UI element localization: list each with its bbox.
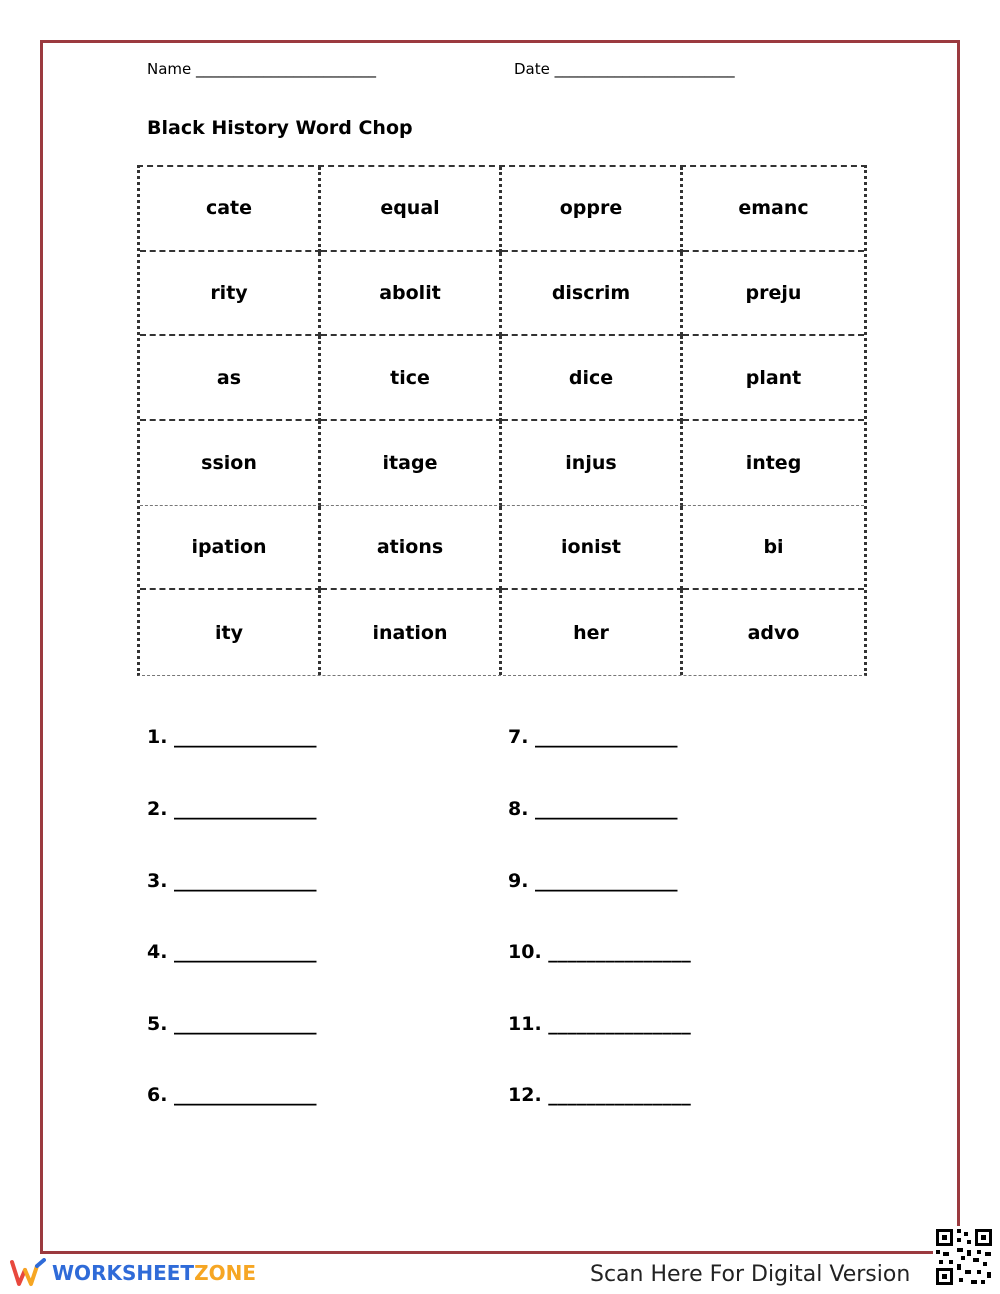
word-piece: ipation — [140, 506, 321, 591]
word-piece: ionist — [502, 506, 683, 591]
word-piece: plant — [683, 336, 864, 421]
word-piece: ssion — [140, 421, 321, 506]
answer-line-12: 12. _______________ — [508, 1084, 691, 1106]
scan-instruction: Scan Here For Digital Version — [590, 1262, 911, 1287]
answer-line-11: 11. _______________ — [508, 1013, 691, 1035]
word-chop-grid — [137, 165, 867, 676]
answer-line-5: 5. _______________ — [147, 1013, 317, 1035]
word-piece: as — [140, 336, 321, 421]
name-field-label: Name ________________________ — [147, 60, 377, 78]
worksheet-title: Black History Word Chop — [147, 117, 413, 139]
logo-wordmark — [52, 1261, 256, 1285]
word-piece: advo — [747, 621, 800, 644]
answer-line-7: 7. _______________ — [508, 726, 678, 748]
answer-line-1: 1. _______________ — [147, 726, 317, 748]
word-piece: ations — [321, 506, 502, 591]
word-piece: equal — [321, 167, 502, 252]
answer-line-3: 3. _______________ — [147, 870, 317, 892]
logo-word-worksheet: WORKSHEET — [52, 1261, 195, 1285]
word-piece: preju — [683, 252, 864, 337]
word-piece: itage — [321, 421, 502, 506]
word-piece: oppre — [502, 167, 683, 252]
answer-line-2: 2. _______________ — [147, 798, 317, 820]
answer-line-9: 9. _______________ — [508, 870, 678, 892]
word-piece: abolit — [321, 252, 502, 337]
word-piece: ity — [140, 590, 321, 675]
word-piece: her — [502, 590, 683, 675]
word-piece: rity — [140, 252, 321, 337]
answer-line-6: 6. _______________ — [147, 1084, 317, 1106]
word-piece: ination — [321, 590, 502, 675]
qr-code-icon[interactable] — [933, 1226, 995, 1288]
word-piece: discrim — [502, 252, 683, 337]
answer-line-8: 8. _______________ — [508, 798, 678, 820]
date-field-label: Date ________________________ — [514, 60, 735, 78]
logo-word-zone: ZONE — [194, 1261, 256, 1285]
word-piece: injus — [502, 421, 683, 506]
word-piece: dice — [502, 336, 683, 421]
word-piece: cate — [140, 167, 321, 252]
word-piece: emanc — [683, 167, 864, 252]
worksheet-zone-logo — [10, 1258, 256, 1288]
word-piece: tice — [321, 336, 502, 421]
worksheet-zone-logo-mark-icon — [10, 1258, 46, 1288]
word-piece: integ — [683, 421, 864, 506]
answer-line-10: 10. _______________ — [508, 941, 691, 963]
answer-line-4: 4. _______________ — [147, 941, 317, 963]
word-piece: bi — [683, 506, 864, 591]
